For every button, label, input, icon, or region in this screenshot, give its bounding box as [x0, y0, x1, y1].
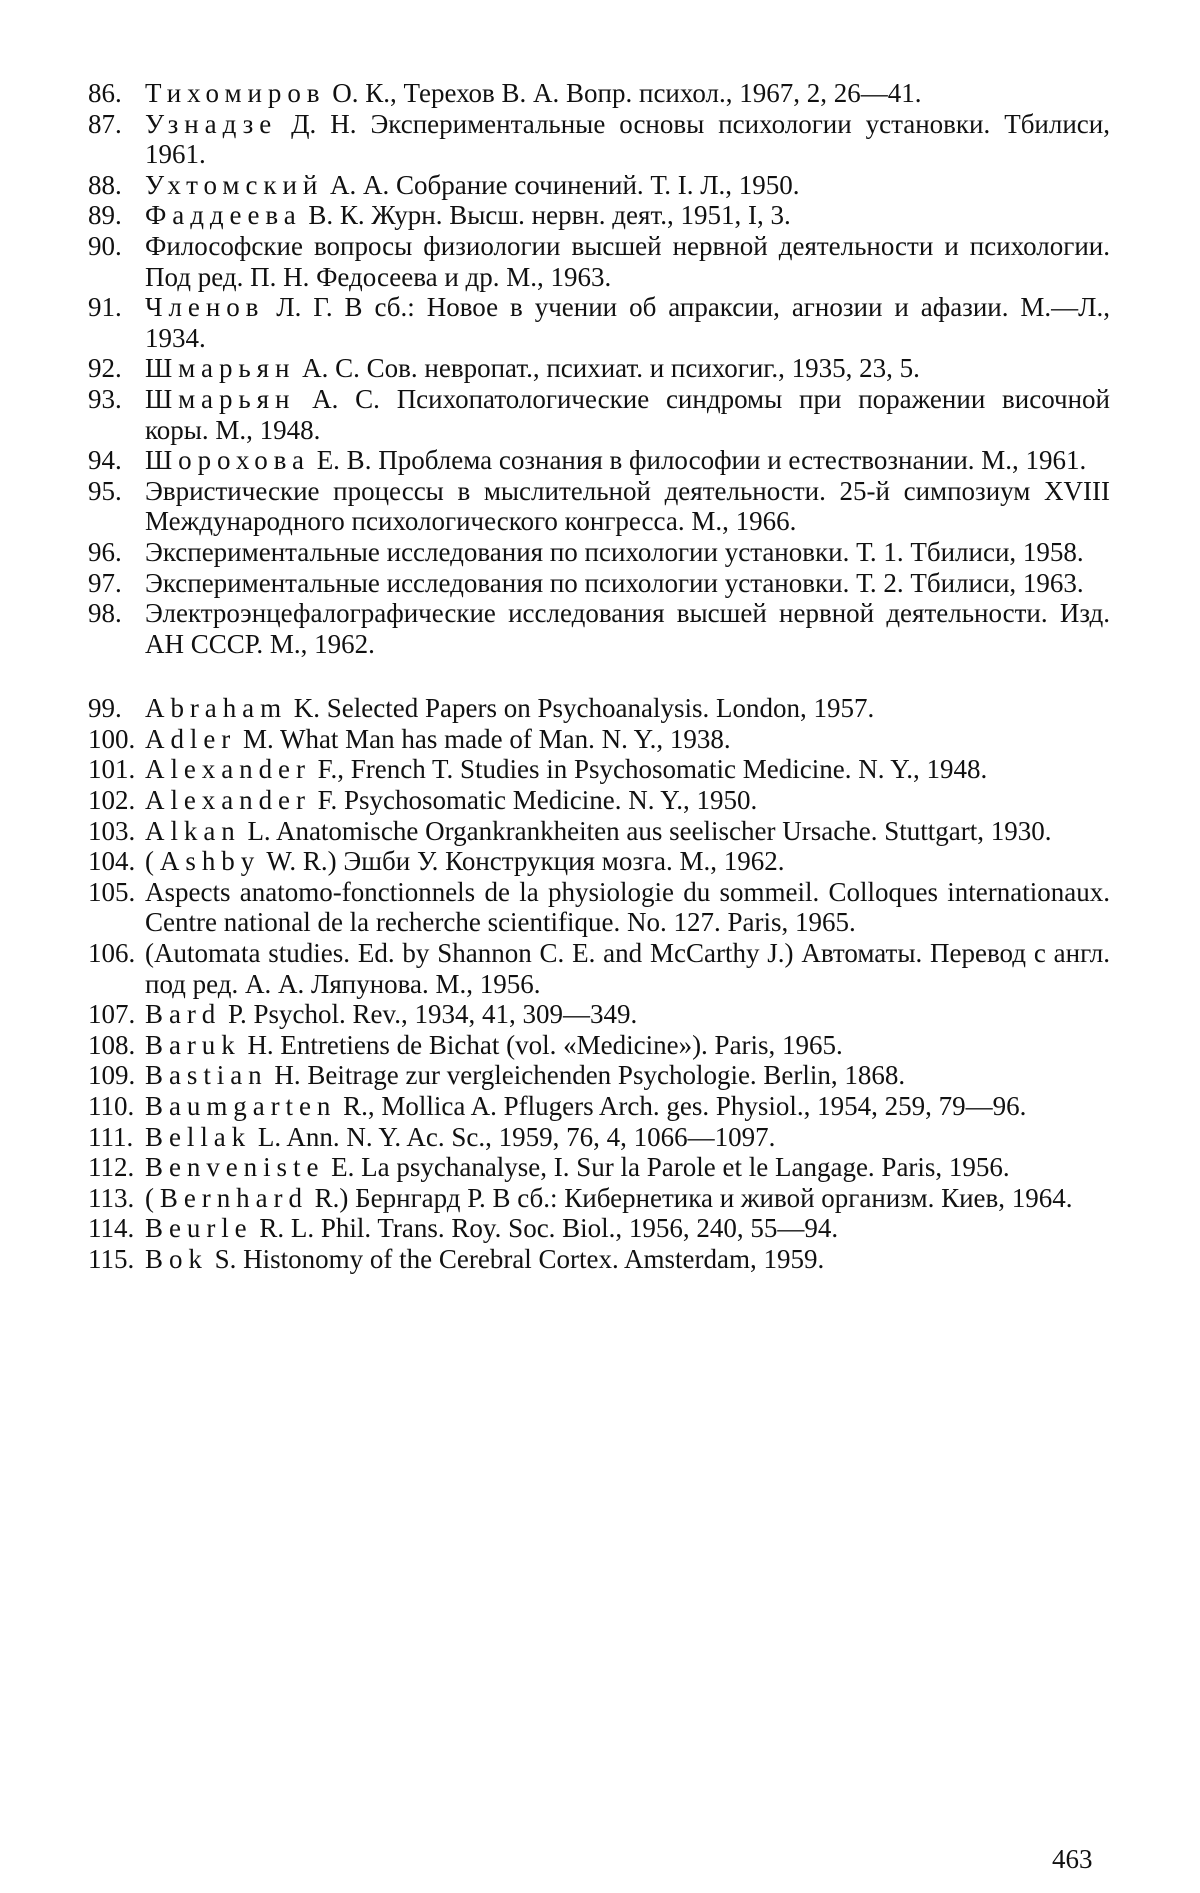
reference-entry [88, 693, 1110, 724]
reference-number: 96. [88, 536, 122, 567]
reference-entry [88, 537, 1110, 568]
reference-text: Е. В. Проблема сознания в философии и естествознании. М., 1961. [309, 445, 1087, 476]
reference-text: Д. Н. Экспериментальные основы психологии установки. Тбилиси, 1961. [145, 108, 1110, 170]
reference-list [88, 78, 1110, 1275]
reference-text: F., French T. Studies in Psychosomatic Medicine. N. Y., 1948. [310, 754, 988, 785]
reference-entry [88, 384, 1110, 445]
reference-author: Шорохова [145, 445, 310, 476]
reference-entry [88, 877, 1110, 938]
reference-number: 107. [88, 999, 136, 1030]
reference-entry [88, 109, 1110, 170]
reference-number: 90. [88, 230, 122, 261]
reference-text: L. Anatomische Organkrankheiten aus seelischer Ursache. Stuttgart, 1930. [240, 815, 1052, 846]
reference-number: 103. [88, 815, 136, 846]
reference-text: В. К. Журн. Высш. нервн. деят., 1951, I, 3. [301, 200, 791, 231]
reference-entry [88, 1152, 1110, 1183]
reference-author: (Bernhard [145, 1182, 308, 1213]
reference-author: Abraham [145, 693, 288, 724]
reference-entry [88, 445, 1110, 476]
reference-author: Alkan [145, 815, 241, 846]
reference-number: 111. [88, 1121, 134, 1152]
reference-entry [88, 353, 1110, 384]
reference-number: 104. [88, 846, 136, 877]
reference-text: M. What Man has made of Man. N. Y., 1938. [236, 723, 731, 754]
reference-number: 100. [88, 723, 136, 754]
reference-author: Adler [145, 723, 237, 754]
reference-author: Alexander [145, 754, 311, 785]
reference-number: 95. [88, 475, 122, 506]
reference-number: 110. [88, 1091, 135, 1121]
reference-number: 102. [88, 785, 136, 816]
reference-entry [88, 1091, 1110, 1122]
reference-number: 98. [88, 598, 122, 629]
reference-number: 91. [88, 292, 122, 323]
reference-text: А. С. Сов. невропат., психиат. и психогиг., 1935, 23, 5. [295, 353, 920, 384]
reference-number: 94. [88, 445, 122, 476]
reference-author: Шмарьян [145, 353, 296, 384]
reference-number: 86. [88, 78, 122, 108]
section-gap [88, 659, 1110, 693]
reference-number: 105. [88, 876, 136, 907]
reference-author: Bastian [145, 1060, 268, 1091]
reference-entry [88, 785, 1110, 816]
reference-number: 97. [88, 567, 122, 598]
reference-entry [88, 1060, 1110, 1091]
reference-entry [88, 816, 1110, 847]
reference-text: H. Entretiens de Bichat (vol. «Medicine»). Paris, 1965. [240, 1029, 843, 1060]
reference-author: Членов [145, 292, 265, 323]
reference-author: Baruk [145, 1029, 241, 1060]
reference-entry [88, 754, 1110, 785]
reference-number: 92. [88, 353, 122, 384]
reference-text: (Automata studies. Ed. by Shannon C. E. and McCarthy J.) Автоматы. Перевод с англ. под ред. А. А. Ляпунова. М., 1956. [145, 938, 1110, 999]
reference-entry [88, 1244, 1110, 1275]
reference-author: Baumgarten [145, 1091, 337, 1121]
reference-entry [88, 78, 1110, 109]
reference-text: H. Beitrage zur vergleichenden Psychologie. Berlin, 1868. [267, 1060, 906, 1091]
reference-entry [88, 846, 1110, 877]
reference-number: 115. [88, 1243, 135, 1274]
reference-text: E. La psychanalyse, I. Sur la Parole et le Langage. Paris, 1956. [324, 1152, 1010, 1183]
reference-text: S. Histonomy of the Cerebral Cortex. Amsterdam, 1959. [207, 1243, 825, 1274]
reference-entry [88, 231, 1110, 292]
reference-text: О. К., Терехов В. А. Вопр. психол., 1967, 2, 26—41. [325, 78, 922, 108]
reference-number: 89. [88, 200, 122, 231]
reference-text: K. Selected Papers on Psychoanalysis. London, 1957. [287, 693, 875, 724]
reference-entry [88, 476, 1110, 537]
reference-entry [88, 170, 1110, 201]
reference-entry [88, 1030, 1110, 1061]
reference-entry [88, 999, 1110, 1030]
reference-text: F. Psychosomatic Medicine. N. Y., 1950. [310, 785, 758, 816]
reference-text: Л. Г. В сб.: Новое в учении об апраксии, агнозии и афазии. М.—Л., 1934. [145, 292, 1110, 353]
reference-author: Bellak [145, 1121, 252, 1152]
reference-author: Тихомиров [145, 78, 326, 108]
reference-text: Экспериментальные исследования по психологии установки. Т. 1. Тбилиси, 1958. [145, 536, 1084, 567]
reference-number: 93. [88, 383, 122, 414]
reference-entry [88, 1122, 1110, 1153]
reference-number: 101. [88, 754, 136, 785]
reference-text: R.) Бернгард Р. В сб.: Кибернетика и живой организм. Киев, 1964. [307, 1182, 1073, 1213]
reference-author: Alexander [145, 785, 311, 816]
reference-entry [88, 938, 1110, 999]
reference-text: P. Psychol. Rev., 1934, 41, 309—349. [221, 999, 638, 1030]
page-number: 463 [1052, 1844, 1093, 1874]
reference-entry [88, 200, 1110, 231]
reference-text: R., Mollica A. Pflugers Arch. ges. Physiol., 1954, 259, 79—96. [336, 1091, 1027, 1121]
reference-author: Шмарьян [145, 383, 296, 414]
reference-author: Bok [145, 1243, 208, 1274]
reference-author: Bard [145, 999, 222, 1030]
reference-number: 114. [88, 1213, 135, 1244]
reference-entry [88, 724, 1110, 755]
reference-text: Философские вопросы физиологии высшей нервной деятельности и психологии. Под ред. П. Н. Федосеева и др. М., 1963. [145, 230, 1110, 292]
reference-author: Узнадзе [145, 108, 278, 139]
reference-text: А. С. Психопатологические синдромы при поражении височной коры. М., 1948. [145, 383, 1110, 445]
reference-author: (Ashby [145, 846, 261, 877]
reference-number: 109. [88, 1060, 136, 1091]
reference-text: Экспериментальные исследования по психологии установки. Т. 2. Тбилиси, 1963. [145, 567, 1084, 598]
reference-number: 113. [88, 1182, 135, 1213]
reference-entry [88, 568, 1110, 599]
reference-number: 108. [88, 1029, 136, 1060]
reference-text: Эвристические процессы в мыслительной деятельности. 25-й симпозиум XVIII Международного психологического конгресса. М., 1966. [145, 475, 1110, 537]
reference-number: 87. [88, 108, 122, 139]
reference-text: R. L. Phil. Trans. Roy. Soc. Biol., 1956, 240, 55—94. [252, 1213, 839, 1244]
reference-author: Benveniste [145, 1152, 325, 1183]
reference-entry [88, 1183, 1110, 1214]
reference-entry [88, 598, 1110, 659]
reference-author: Фаддеева [145, 200, 302, 231]
reference-text: W. R.) Эшби У. Конструкция мозга. М., 1962. [260, 846, 785, 877]
reference-author: Beurle [145, 1213, 253, 1244]
reference-number: 112. [88, 1152, 135, 1183]
reference-text: Электроэнцефалографические исследования высшей нервной деятельности. Изд. АН СССР. М., 1962. [145, 598, 1110, 659]
reference-number: 88. [88, 169, 122, 200]
reference-author: Ухтомский [145, 169, 324, 200]
reference-number: 99. [88, 693, 122, 724]
reference-number: 106. [88, 938, 136, 969]
reference-entry [88, 1213, 1110, 1244]
reference-text: Aspects anatomo-fonctionnels de la physiologie du sommeil. Colloques internationaux. Centre national de la recherche scientifique. No. 127. Paris, 1965. [145, 876, 1110, 938]
reference-text: А. А. Собрание сочинений. Т. I. Л., 1950. [323, 169, 800, 200]
reference-entry [88, 292, 1110, 353]
reference-text: L. Ann. N. Y. Ac. Sc., 1959, 76, 4, 1066—1097. [251, 1121, 776, 1152]
